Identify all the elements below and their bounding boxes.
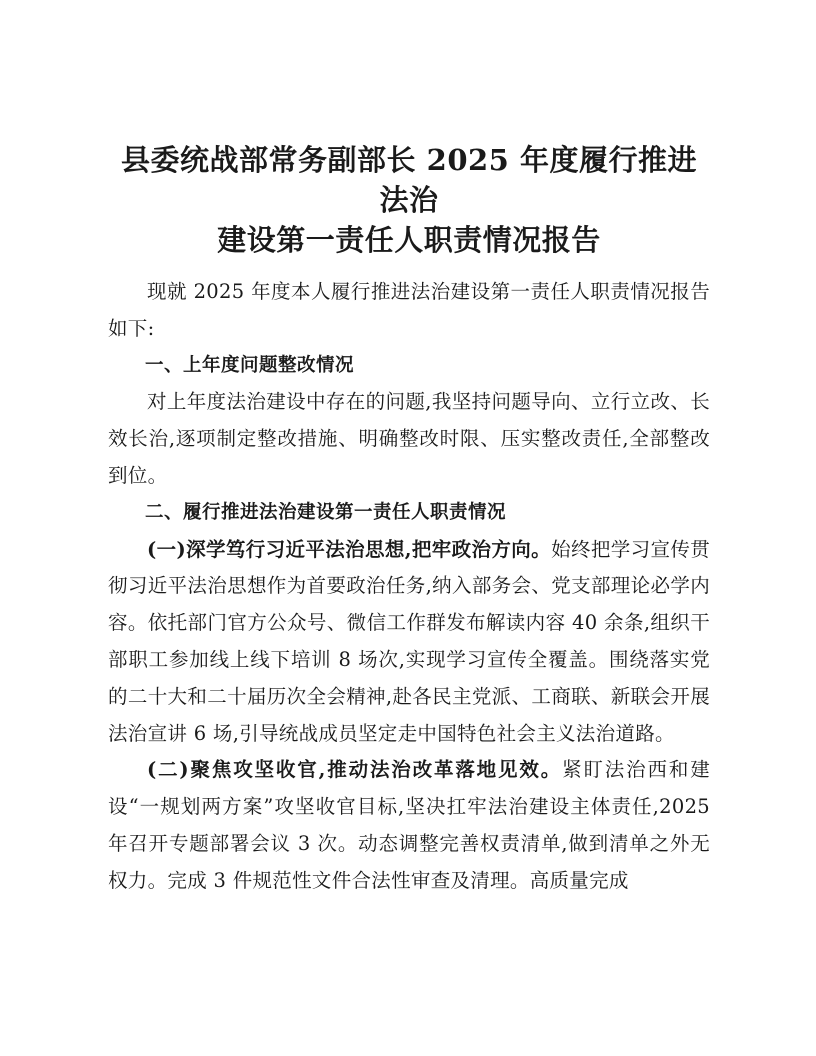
item-1-body: 始终把学习宣传贯彻习近平法治思想作为首要政治任务,纳入部务会、党支部理论必学内容。依托部门官方公众号、微信工作群发布解读内容 40 余条,组织干部职工参加线上线下培训 8 场次,实现学习宣传全覆盖。围绕落实党的二十大和二十届历次全会精神,赴各民主党派、工商联、新联会开展法治宣讲 6 场,引导统战成员坚定走中国特色社会主义法治道路。 [108, 537, 711, 745]
document-title [108, 140, 710, 260]
section-2-heading: 二、履行推进法治建设第一责任人职责情况 [145, 501, 507, 523]
document-page [108, 140, 710, 900]
intro-paragraph: 现就 2025 年度本人履行推进法治建设第一责任人职责情况报告如下: [108, 280, 710, 340]
item-1-lead: (一)深学笃行习近平法治思想,把牢政治方向。 [147, 537, 552, 561]
section-1-heading: 一、上年度问题整改情况 [145, 354, 355, 376]
section-1-paragraph: 对上年度法治建设中存在的问题,我坚持问题导向、立行立改、长效长治,逐项制定整改措施、明确整改时限、压实整改责任,全部整改到位。 [108, 390, 710, 487]
item-2-lead: (二)聚焦攻坚收官,推动法治改革落地见效。 [147, 758, 563, 782]
item-2-body: 紧盯法治西和建设“一规划两方案”攻坚收官目标,坚决扛牢法治建设主体责任,2025 年召开专题部署会议 3 次。动态调整完善权责清单,做到清单之外无权力。完成 3 件规范性文件合法性审查及清理。高质量完成 [108, 758, 710, 892]
item-1-paragraph [108, 532, 710, 753]
title-line-2: 建设第一责任人职责情况报告 [217, 223, 601, 257]
item-2-paragraph [108, 752, 710, 899]
title-line-1: 县委统战部常务副部长 2025 年度履行推进法治 [121, 143, 697, 217]
